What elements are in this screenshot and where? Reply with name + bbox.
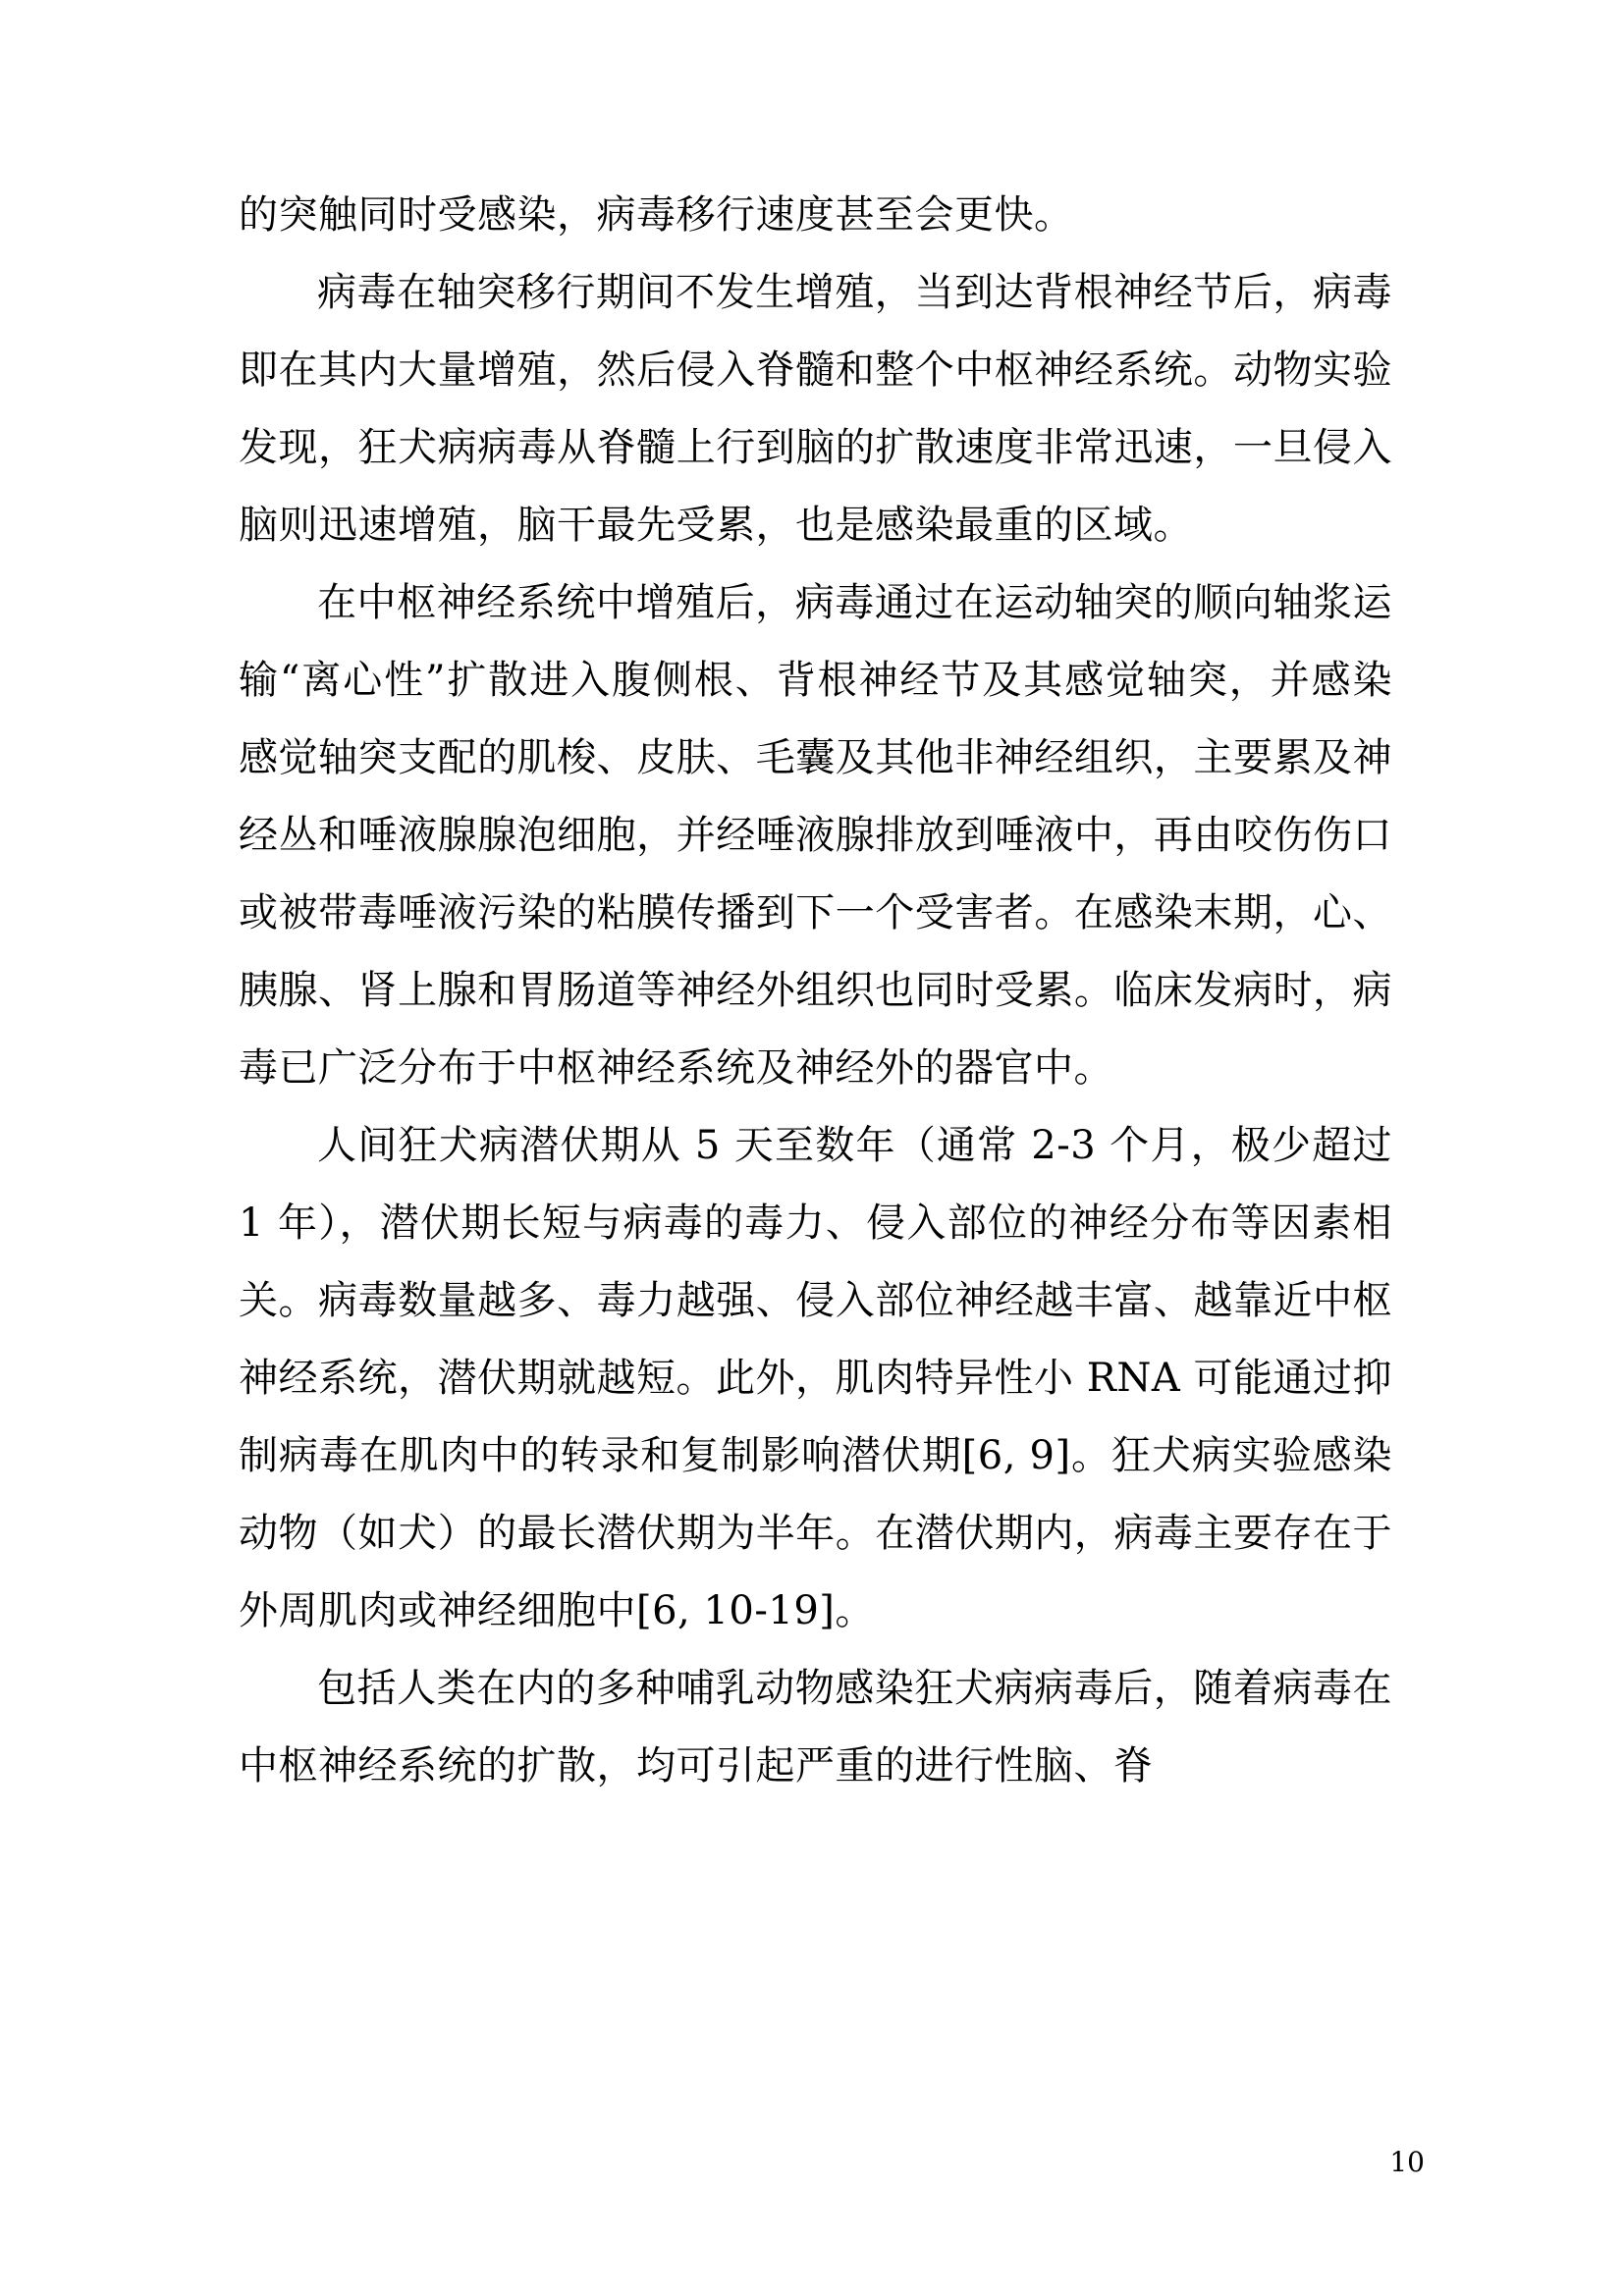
paragraph-4: 人间狂犬病潜伏期从 5 天至数年（通常 2-3 个月，极少超过 1 年），潜伏期长短与病毒的毒力、侵入部位的神经分布等因素相关。病毒数量越多、毒力越强、侵入部位神经越丰富、越靠近中枢神经系统，潜伏期就越短。此外，肌肉特异性小 RNA 可能通过抑制病毒在肌肉中的转录和复制影响潜伏期[6, 9]。狂犬病实验感染动物（如犬）的最长潜伏期为半年。在潜伏期内，病毒主要存在于外周肌肉或神经细胞中[6, 10-19]。 <box>239 1123 1392 1633</box>
paragraph-3: 在中枢神经系统中增殖后，病毒通过在运动轴突的顺向轴浆运输“离心性”扩散进入腹侧根、背根神经节及其感觉轴突，并感染感觉轴突支配的肌梭、皮肤、毛囊及其他非神经组织，主要累及神经丛和唾液腺腺泡细胞，并经唾液腺排放到唾液中，再由咬伤伤口或被带毒唾液污染的粘膜传播到下一个受害者。在感染末期，心、胰腺、肾上腺和胃肠道等神经外组织也同时受累。临床发病时，病毒已广泛分布于中枢神经系统及神经外的器官中。 <box>239 580 1392 1091</box>
page-number: 10 <box>1389 2146 1425 2178</box>
paragraph-5: 包括人类在内的多种哺乳动物感染狂犬病病毒后，随着病毒在中枢神经系统的扩散，均可引起严重的进行性脑、脊 <box>239 1666 1392 1789</box>
paragraph-1: 的突触同时受感染，病毒移行速度甚至会更快。 <box>239 192 1074 238</box>
page-body <box>239 177 1392 1805</box>
paragraph-2: 病毒在轴突移行期间不发生增殖，当到达背根神经节后，病毒即在其内大量增殖，然后侵入脊髓和整个中枢神经系统。动物实验发现，狂犬病病毒从脊髓上行到脑的扩散速度非常迅速，一旦侵入脑则迅速增殖，脑干最先受累，也是感染最重的区域。 <box>239 270 1392 548</box>
